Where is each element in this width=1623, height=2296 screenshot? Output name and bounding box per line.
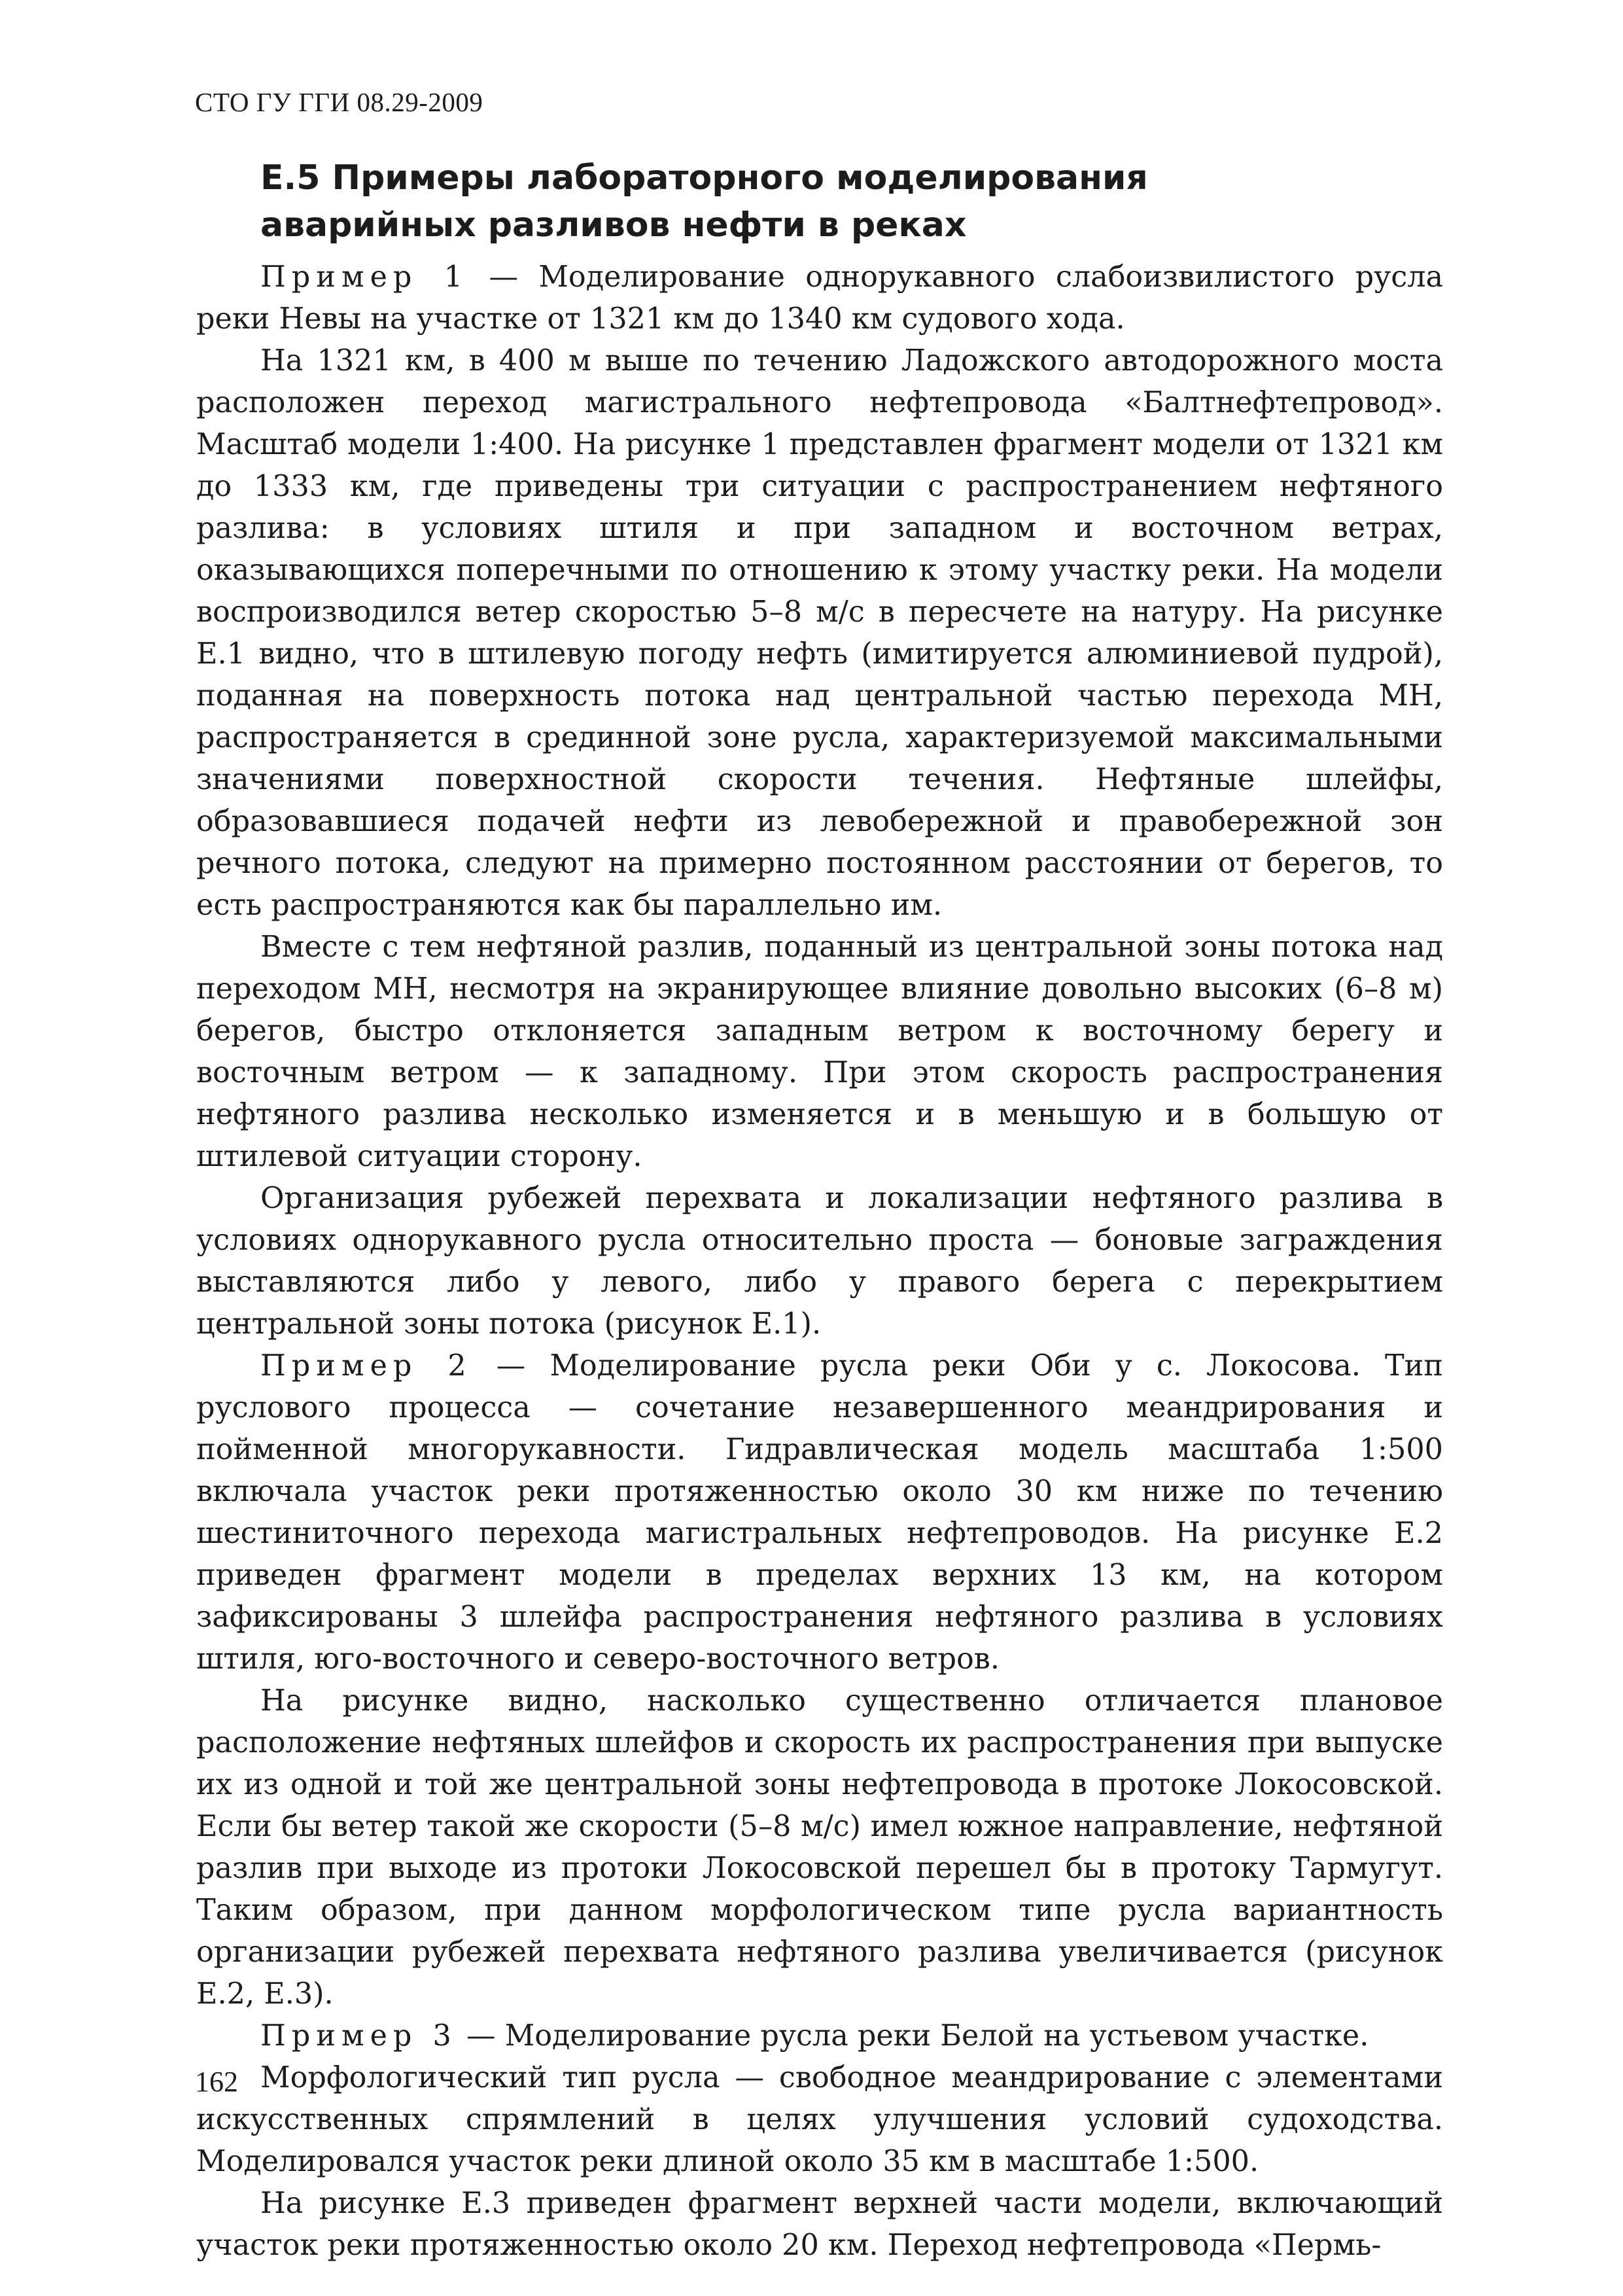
document-code-header: СТО ГУ ГГИ 08.29-2009 <box>195 87 483 117</box>
example-label: Пример 1 <box>260 260 469 294</box>
paragraph: Организация рубежей перехвата и локализации нефтяного разлива в условиях однорукавного русла относительно проста — боновые заграждения выставляются либо у левого, либо у правого берега с перекрытием центральной зоны потока (рисунок Е.1). <box>196 1182 1443 1341</box>
body-text <box>196 256 1443 2267</box>
section-heading <box>260 154 1503 249</box>
paragraph: На 1321 км, в 400 м выше по течению Ладожского автодорожного моста расположен переход магистрального нефтепровода «Балтнефтепровод». Масштаб модели 1:400. На рисунке 1 представлен фрагмент модели от 1321 км до 1333 км, где приведены три ситуации с распространением нефтяного разлива: в условиях штиля и при западном и восточном ветрах, оказывающихся поперечными по отношению к этому участку реки. На модели воспроизводился ветер скоростью 5–8 м/с в пересчете на натуру. На рисунке Е.1 видно, что в штилевую погоду нефть (имитируется алюминиевой пудрой), поданная на поверхность потока над центральной частью перехода МН, распространяется в срединной зоне русла, характеризуемой максимальными значениями поверхностной скорости течения. Нефтяные шлейфы, образовавшиеся подачей нефти из левобережной и правобережной зон речного потока, следуют на примерно постоянном расстоянии от берегов, то есть распространяются как бы параллельно им. <box>196 344 1443 922</box>
paragraph-text: — Моделирование русла реки Белой на устьевом участке. <box>457 2019 1369 2053</box>
example-label: Пример 3 <box>260 2019 457 2053</box>
paragraph: Морфологический тип русла — свободное меандрирование с элементами искусственных спрямлений в целях улучшения условий судоходства. Моделировался участок реки длиной около 35 км в масштабе 1:500. <box>196 2061 1443 2178</box>
paragraph-example-2 <box>196 1345 1443 1680</box>
paragraph: Вместе с тем нефтяной разлив, поданный из центральной зоны потока над переходом МН, несмотря на экранирующее влияние довольно высоких (6–8 м) берегов, быстро отклоняется западным ветром к восточному берегу и восточным ветром — к западному. При этом скорость распространения нефтяного разлива несколько изменяется и в меньшую и в большую от штилевой ситуации сторону. <box>196 930 1443 1173</box>
paragraph: На рисунке Е.3 приведен фрагмент верхней части модели, включающий участок реки протяженностью около 20 км. Переход нефтепровода «Пермь- <box>196 2187 1443 2262</box>
paragraph: На рисунке видно, насколько существенно отличается плановое расположение нефтяных шлейфов и скорость их распространения при выпуске их из одной и той же центральной зоны нефтепровода в протоке Локосовской. Если бы ветер такой же скорости (5–8 м/с) имел южное направление, нефтяной разлив при выходе из протоки Локосовской перешел бы в протоку Тармугут. Таким образом, при данном морфологическом типе русла вариантность организации рубежей перехвата нефтяного разлива увеличивается (рисунок Е.2, Е.3). <box>196 1684 1443 2011</box>
section-heading-line-2: аварийных разливов нефти в реках <box>260 205 967 245</box>
paragraph-example-3 <box>196 2015 1443 2057</box>
paragraph-text: — Моделирование однорукавного слабоизвилистого русла реки Невы на участке от 1321 км до 1340 км судового хода. <box>196 260 1443 336</box>
section-heading-line-1: Е.5 Примеры лабораторного моделирования <box>260 158 1148 198</box>
paragraph-text: — Моделирование русла реки Оби у с. Локосова. Тип руслового процесса — сочетание незавершенного меандрирования и пойменной многорукавности. Гидравлическая модель масштаба 1:500 включала участок реки протяженностью около 30 км ниже по течению шестиниточного перехода магистральных нефтепроводов. На рисунке Е.2 приведен фрагмент модели в пределах верхних 13 км, на котором зафиксированы 3 шлейфа распространения нефтяного разлива в условиях штиля, юго-восточного и северо-восточного ветров. <box>196 1349 1443 1676</box>
page-number: 162 <box>195 2066 238 2098</box>
example-label: Пример 2 <box>260 1349 472 1383</box>
paragraph-example-1 <box>196 256 1443 340</box>
